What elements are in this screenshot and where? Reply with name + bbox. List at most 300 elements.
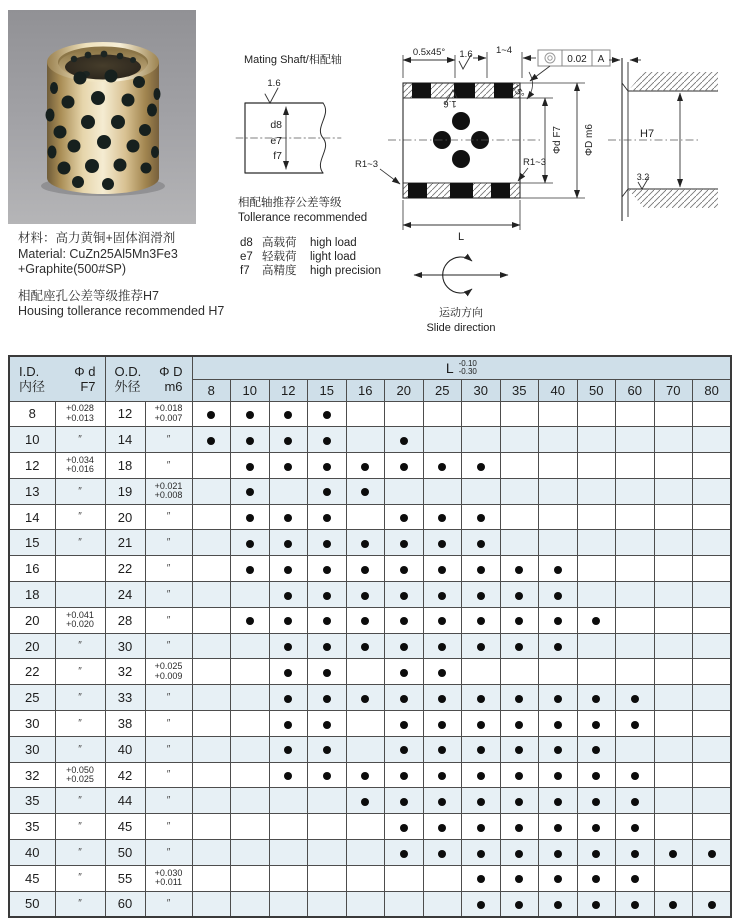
availability-cell	[577, 453, 616, 479]
tolerance-cell: +0.025 +0.009	[145, 659, 192, 685]
availability-cell	[654, 762, 693, 788]
length-header-50: 50	[577, 379, 616, 401]
length-header-35: 35	[500, 379, 539, 401]
available-dot	[207, 411, 215, 419]
availability-cell	[616, 504, 655, 530]
availability-cell	[231, 788, 270, 814]
housing-fit-label: H7	[640, 128, 655, 140]
availability-cell	[539, 504, 578, 530]
availability-cell	[577, 736, 616, 762]
availability-cell	[500, 659, 539, 685]
length-header-16: 16	[346, 379, 385, 401]
availability-cell	[616, 427, 655, 453]
tolerance-cell: +0.034 +0.016	[55, 453, 105, 479]
availability-cell	[346, 401, 385, 427]
availability-cell	[577, 814, 616, 840]
available-dot	[477, 875, 485, 883]
length-header-70: 70	[654, 379, 693, 401]
available-dot	[438, 721, 446, 729]
availability-cell	[500, 556, 539, 582]
table-row	[9, 891, 731, 917]
availability-cell	[500, 582, 539, 608]
availability-cell	[423, 814, 462, 840]
availability-cell	[192, 865, 231, 891]
od-value: 44	[105, 788, 145, 814]
availability-cell	[654, 814, 693, 840]
availability-cell	[654, 453, 693, 479]
available-dot	[246, 463, 254, 471]
availability-cell	[500, 685, 539, 711]
available-dot	[400, 850, 408, 858]
radius-label-left: R1~3	[355, 159, 378, 170]
available-dot	[554, 746, 562, 754]
availability-cell	[308, 736, 347, 762]
available-dot	[400, 643, 408, 651]
availability-cell	[693, 659, 732, 685]
available-dot	[477, 721, 485, 729]
availability-cell	[462, 633, 501, 659]
availability-cell	[385, 582, 424, 608]
table-row	[9, 478, 731, 504]
availability-cell	[385, 891, 424, 917]
availability-cell	[539, 788, 578, 814]
availability-cell	[539, 530, 578, 556]
availability-cell	[693, 582, 732, 608]
runout-tolerance-frame	[530, 50, 610, 81]
length-header-20: 20	[385, 379, 424, 401]
availability-cell	[693, 504, 732, 530]
availability-cell	[231, 530, 270, 556]
availability-cell	[693, 762, 732, 788]
material-en-1: Material: CuZn25Al5Mn3Fe3	[18, 246, 178, 261]
availability-cell	[308, 582, 347, 608]
availability-cell	[539, 607, 578, 633]
availability-cell	[616, 633, 655, 659]
availability-cell	[616, 659, 655, 685]
tolerance-cell: +0.030 +0.011	[145, 865, 192, 891]
availability-cell	[231, 607, 270, 633]
availability-cell	[308, 685, 347, 711]
availability-cell	[462, 607, 501, 633]
availability-cell	[346, 659, 385, 685]
availability-cell	[269, 891, 308, 917]
available-dot	[246, 566, 254, 574]
available-dot	[631, 875, 639, 883]
available-dot	[400, 746, 408, 754]
availability-cell	[385, 401, 424, 427]
availability-cell	[346, 865, 385, 891]
availability-cell	[346, 504, 385, 530]
tolerance-cell: ″	[55, 711, 105, 737]
availability-cell	[500, 891, 539, 917]
availability-cell	[539, 891, 578, 917]
availability-cell	[693, 453, 732, 479]
available-dot	[631, 850, 639, 858]
availability-cell	[500, 453, 539, 479]
od-value: 18	[105, 453, 145, 479]
availability-cell	[616, 401, 655, 427]
available-dot	[592, 746, 600, 754]
availability-cell	[462, 453, 501, 479]
availability-cell	[616, 685, 655, 711]
availability-cell	[423, 556, 462, 582]
availability-cell	[500, 788, 539, 814]
available-dot	[361, 463, 369, 471]
slide-direction-en: Slide direction	[426, 322, 496, 334]
availability-cell	[269, 762, 308, 788]
availability-cell	[462, 530, 501, 556]
availability-cell	[346, 840, 385, 866]
availability-cell	[423, 633, 462, 659]
available-dot	[323, 772, 331, 780]
available-dot	[515, 566, 523, 574]
availability-cell	[269, 840, 308, 866]
technical-drawings	[228, 28, 738, 340]
od-value: 30	[105, 633, 145, 659]
available-dot	[477, 514, 485, 522]
availability-cell	[577, 711, 616, 737]
available-dot	[438, 850, 446, 858]
availability-cell	[385, 762, 424, 788]
grade-cn: 高精度	[262, 265, 297, 277]
shaft-tol-f7: f7	[273, 150, 282, 162]
col-header-od: O.D. Φ D 外径 m6	[105, 356, 192, 401]
availability-cell	[693, 427, 732, 453]
tolerance-cell: ″	[145, 504, 192, 530]
od-value: 24	[105, 582, 145, 608]
slide-direction-cn: 运动方向	[439, 307, 483, 319]
availability-cell	[616, 865, 655, 891]
available-dot	[284, 514, 292, 522]
shaft-tolerance-title-cn: 相配轴推荐公差等级	[238, 197, 342, 209]
availability-cell	[231, 711, 270, 737]
availability-cell	[346, 685, 385, 711]
availability-cell	[385, 814, 424, 840]
availability-cell	[308, 401, 347, 427]
availability-cell	[616, 530, 655, 556]
availability-cell	[385, 556, 424, 582]
availability-cell	[693, 401, 732, 427]
id-value: 35	[9, 814, 55, 840]
id-value: 32	[9, 762, 55, 788]
col-header-length: L -0.10 -0.30	[192, 356, 731, 379]
od-value: 33	[105, 685, 145, 711]
available-dot	[631, 695, 639, 703]
od-value: 32	[105, 659, 145, 685]
available-dot	[438, 463, 446, 471]
housing-note-cn: 相配座孔公差等级推荐H7	[18, 288, 159, 303]
slide-direction	[414, 257, 508, 334]
availability-cell	[308, 504, 347, 530]
table-row	[9, 401, 731, 427]
available-dot	[438, 772, 446, 780]
available-dot	[515, 746, 523, 754]
availability-cell	[577, 788, 616, 814]
availability-cell	[385, 607, 424, 633]
availability-cell	[693, 814, 732, 840]
available-dot	[515, 798, 523, 806]
available-dot	[400, 437, 408, 445]
availability-cell	[231, 401, 270, 427]
available-dot	[708, 901, 716, 909]
tolerance-cell: ″	[145, 427, 192, 453]
tolerance-cell: ″	[145, 453, 192, 479]
available-dot	[323, 514, 331, 522]
tolerance-cell: ″	[55, 530, 105, 556]
availability-cell	[346, 582, 385, 608]
availability-cell	[693, 633, 732, 659]
availability-cell	[269, 427, 308, 453]
availability-cell	[231, 633, 270, 659]
table-row	[9, 736, 731, 762]
grade-en: high load	[310, 237, 357, 249]
availability-cell	[693, 865, 732, 891]
availability-cell	[423, 685, 462, 711]
availability-cell	[577, 685, 616, 711]
availability-cell	[192, 478, 231, 504]
availability-cell	[385, 659, 424, 685]
available-dot	[477, 772, 485, 780]
availability-cell	[269, 401, 308, 427]
availability-cell	[308, 814, 347, 840]
tolerance-cell: ″	[55, 633, 105, 659]
available-dot	[631, 798, 639, 806]
material-note	[18, 231, 224, 320]
availability-cell	[423, 711, 462, 737]
availability-cell	[269, 711, 308, 737]
availability-cell	[500, 711, 539, 737]
availability-cell	[423, 453, 462, 479]
availability-cell	[423, 659, 462, 685]
availability-cell	[192, 401, 231, 427]
availability-cell	[423, 891, 462, 917]
available-dot	[438, 669, 446, 677]
availability-cell	[192, 504, 231, 530]
availability-cell	[616, 762, 655, 788]
availability-cell	[231, 685, 270, 711]
length-dim-label: L	[457, 231, 465, 243]
availability-cell	[231, 427, 270, 453]
available-dot	[554, 850, 562, 858]
availability-cell	[192, 607, 231, 633]
availability-cell	[192, 659, 231, 685]
table-row	[9, 530, 731, 556]
availability-cell	[346, 814, 385, 840]
table-row	[9, 659, 731, 685]
tolerance-cell: ″	[145, 556, 192, 582]
available-dot	[323, 592, 331, 600]
availability-cell	[423, 582, 462, 608]
availability-cell	[577, 659, 616, 685]
available-dot	[477, 746, 485, 754]
availability-cell	[577, 530, 616, 556]
availability-cell	[269, 659, 308, 685]
available-dot	[438, 566, 446, 574]
available-dot	[554, 617, 562, 625]
availability-cell	[654, 633, 693, 659]
id-value: 22	[9, 659, 55, 685]
availability-cell	[346, 736, 385, 762]
availability-cell	[577, 762, 616, 788]
tolerance-cell: ″	[145, 582, 192, 608]
available-dot	[554, 643, 562, 651]
tolerance-cell: ″	[55, 865, 105, 891]
available-dot	[284, 643, 292, 651]
availability-cell	[500, 504, 539, 530]
available-dot	[361, 798, 369, 806]
available-dot	[554, 592, 562, 600]
availability-cell	[616, 891, 655, 917]
available-dot	[477, 850, 485, 858]
available-dot	[669, 901, 677, 909]
available-dot	[361, 617, 369, 625]
available-dot	[284, 617, 292, 625]
id-value: 30	[9, 711, 55, 737]
id-value: 20	[9, 633, 55, 659]
availability-cell	[577, 401, 616, 427]
tolerance-cell: ″	[145, 736, 192, 762]
availability-cell	[616, 814, 655, 840]
available-dot	[515, 617, 523, 625]
availability-cell	[231, 840, 270, 866]
availability-cell	[308, 788, 347, 814]
available-dot	[284, 566, 292, 574]
tolerance-cell: ″	[55, 685, 105, 711]
availability-cell	[385, 711, 424, 737]
tolerance-cell: +0.050 +0.025	[55, 762, 105, 788]
available-dot	[477, 798, 485, 806]
available-dot	[284, 437, 292, 445]
available-dot	[515, 824, 523, 832]
table-row	[9, 685, 731, 711]
availability-cell	[539, 659, 578, 685]
availability-cell	[577, 504, 616, 530]
availability-cell	[500, 530, 539, 556]
availability-cell	[269, 504, 308, 530]
available-dot	[438, 824, 446, 832]
table-row	[9, 788, 731, 814]
availability-cell	[231, 762, 270, 788]
grade-en: high precision	[310, 265, 381, 277]
available-dot	[438, 617, 446, 625]
od-value: 22	[105, 556, 145, 582]
availability-cell	[346, 788, 385, 814]
housing-note-en: Housing tollerance recommended H7	[18, 304, 225, 318]
available-dot	[323, 746, 331, 754]
available-dot	[361, 772, 369, 780]
available-dot	[400, 798, 408, 806]
chamfer-dim-label: 0.5x45°	[412, 47, 446, 58]
availability-cell	[462, 478, 501, 504]
availability-cell	[192, 840, 231, 866]
available-dot	[323, 643, 331, 651]
table-row	[9, 633, 731, 659]
spec-table	[8, 355, 732, 918]
availability-cell	[385, 840, 424, 866]
id-value: 8	[9, 401, 55, 427]
availability-cell	[385, 685, 424, 711]
available-dot	[246, 437, 254, 445]
length-header-15: 15	[308, 379, 347, 401]
availability-cell	[500, 840, 539, 866]
available-dot	[515, 901, 523, 909]
availability-cell	[192, 556, 231, 582]
availability-cell	[654, 530, 693, 556]
tolerance-cell: ″	[55, 478, 105, 504]
availability-cell	[654, 891, 693, 917]
available-dot	[323, 540, 331, 548]
availability-cell	[231, 453, 270, 479]
availability-cell	[269, 530, 308, 556]
available-dot	[361, 695, 369, 703]
availability-cell	[308, 478, 347, 504]
id-value: 12	[9, 453, 55, 479]
tolerance-cell: ″	[145, 530, 192, 556]
availability-cell	[231, 891, 270, 917]
available-dot	[554, 798, 562, 806]
id-value: 15	[9, 530, 55, 556]
availability-cell	[654, 711, 693, 737]
availability-cell	[654, 685, 693, 711]
availability-cell	[346, 762, 385, 788]
plug-depth-label: 1~4	[495, 45, 513, 56]
available-dot	[284, 592, 292, 600]
length-header-80: 80	[693, 379, 732, 401]
id-value: 45	[9, 865, 55, 891]
availability-cell	[423, 762, 462, 788]
outer-dim-label: ΦD m6	[584, 124, 595, 156]
availability-cell	[577, 891, 616, 917]
tolerance-cell: ″	[145, 685, 192, 711]
available-dot	[477, 566, 485, 574]
availability-cell	[539, 762, 578, 788]
available-dot	[554, 772, 562, 780]
bushing-section-drawing	[355, 45, 610, 243]
available-dot	[438, 592, 446, 600]
tolerance-cell: ″	[55, 891, 105, 917]
availability-cell	[423, 788, 462, 814]
id-value: 13	[9, 478, 55, 504]
availability-cell	[654, 556, 693, 582]
available-dot	[400, 669, 408, 677]
availability-cell	[385, 788, 424, 814]
tolerance-cell: ″	[145, 814, 192, 840]
available-dot	[477, 540, 485, 548]
grade-code: f7	[240, 265, 250, 277]
available-dot	[323, 617, 331, 625]
table-row	[9, 453, 731, 479]
od-value: 20	[105, 504, 145, 530]
surface-finish-icon	[265, 88, 278, 103]
availability-cell	[616, 556, 655, 582]
availability-cell	[462, 427, 501, 453]
od-value: 60	[105, 891, 145, 917]
tolerance-cell: ″	[55, 427, 105, 453]
available-dot	[515, 850, 523, 858]
availability-cell	[462, 711, 501, 737]
id-value: 25	[9, 685, 55, 711]
availability-cell	[192, 788, 231, 814]
availability-cell	[192, 814, 231, 840]
availability-cell	[539, 556, 578, 582]
length-header-12: 12	[269, 379, 308, 401]
grade-en: light load	[310, 251, 357, 263]
availability-cell	[462, 659, 501, 685]
available-dot	[361, 488, 369, 496]
available-dot	[400, 772, 408, 780]
availability-cell	[462, 814, 501, 840]
availability-cell	[616, 711, 655, 737]
